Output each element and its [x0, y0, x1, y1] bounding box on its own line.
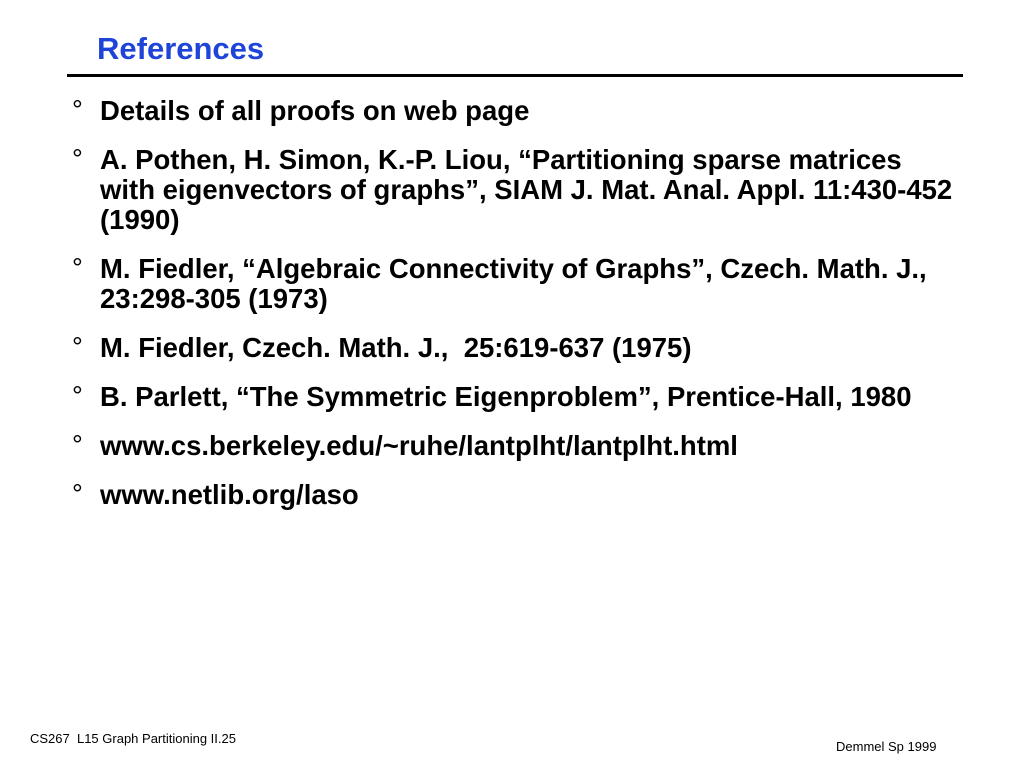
bullet-icon: ° [72, 332, 83, 362]
footer-author-label: Demmel Sp 1999 [836, 739, 937, 754]
bullet-icon: ° [72, 479, 83, 509]
title-divider [67, 74, 963, 77]
reference-link-text: www.netlib.org/laso [100, 479, 359, 510]
reference-list [72, 96, 962, 529]
footer-course-label: CS267 L15 Graph Partitioning II.25 [30, 731, 236, 746]
reference-text: Details of all proofs on web page [100, 95, 530, 126]
reference-item-3 [72, 254, 962, 314]
reference-item-7 [72, 480, 962, 510]
bullet-icon: ° [72, 95, 83, 125]
bullet-icon: ° [72, 253, 83, 283]
reference-text: A. Pothen, H. Simon, K.-P. Liou, “Partitioning sparse matrices with eigenvectors of graphs”, SIAM J. Mat. Anal. Appl. 11:430-452 (1990) [100, 144, 953, 235]
bullet-icon: ° [72, 144, 83, 174]
bullet-icon: ° [72, 430, 83, 460]
reference-item-5 [72, 382, 962, 412]
bullet-icon: ° [72, 381, 83, 411]
reference-item-1 [72, 96, 962, 126]
reference-item-4 [72, 333, 962, 363]
reference-text: B. Parlett, “The Symmetric Eigenproblem”, Prentice-Hall, 1980 [100, 381, 912, 412]
reference-text: M. Fiedler, “Algebraic Connectivity of Graphs”, Czech. Math. J., 23:298-305 (1973) [100, 253, 927, 314]
reference-item-6 [72, 431, 962, 461]
reference-text: M. Fiedler, Czech. Math. J., 25:619-637 (1975) [100, 332, 692, 363]
slide-title: References [97, 31, 265, 66]
reference-item-2 [72, 145, 962, 235]
reference-link-text: www.cs.berkeley.edu/~ruhe/lantplht/lantplht.html [100, 430, 738, 461]
